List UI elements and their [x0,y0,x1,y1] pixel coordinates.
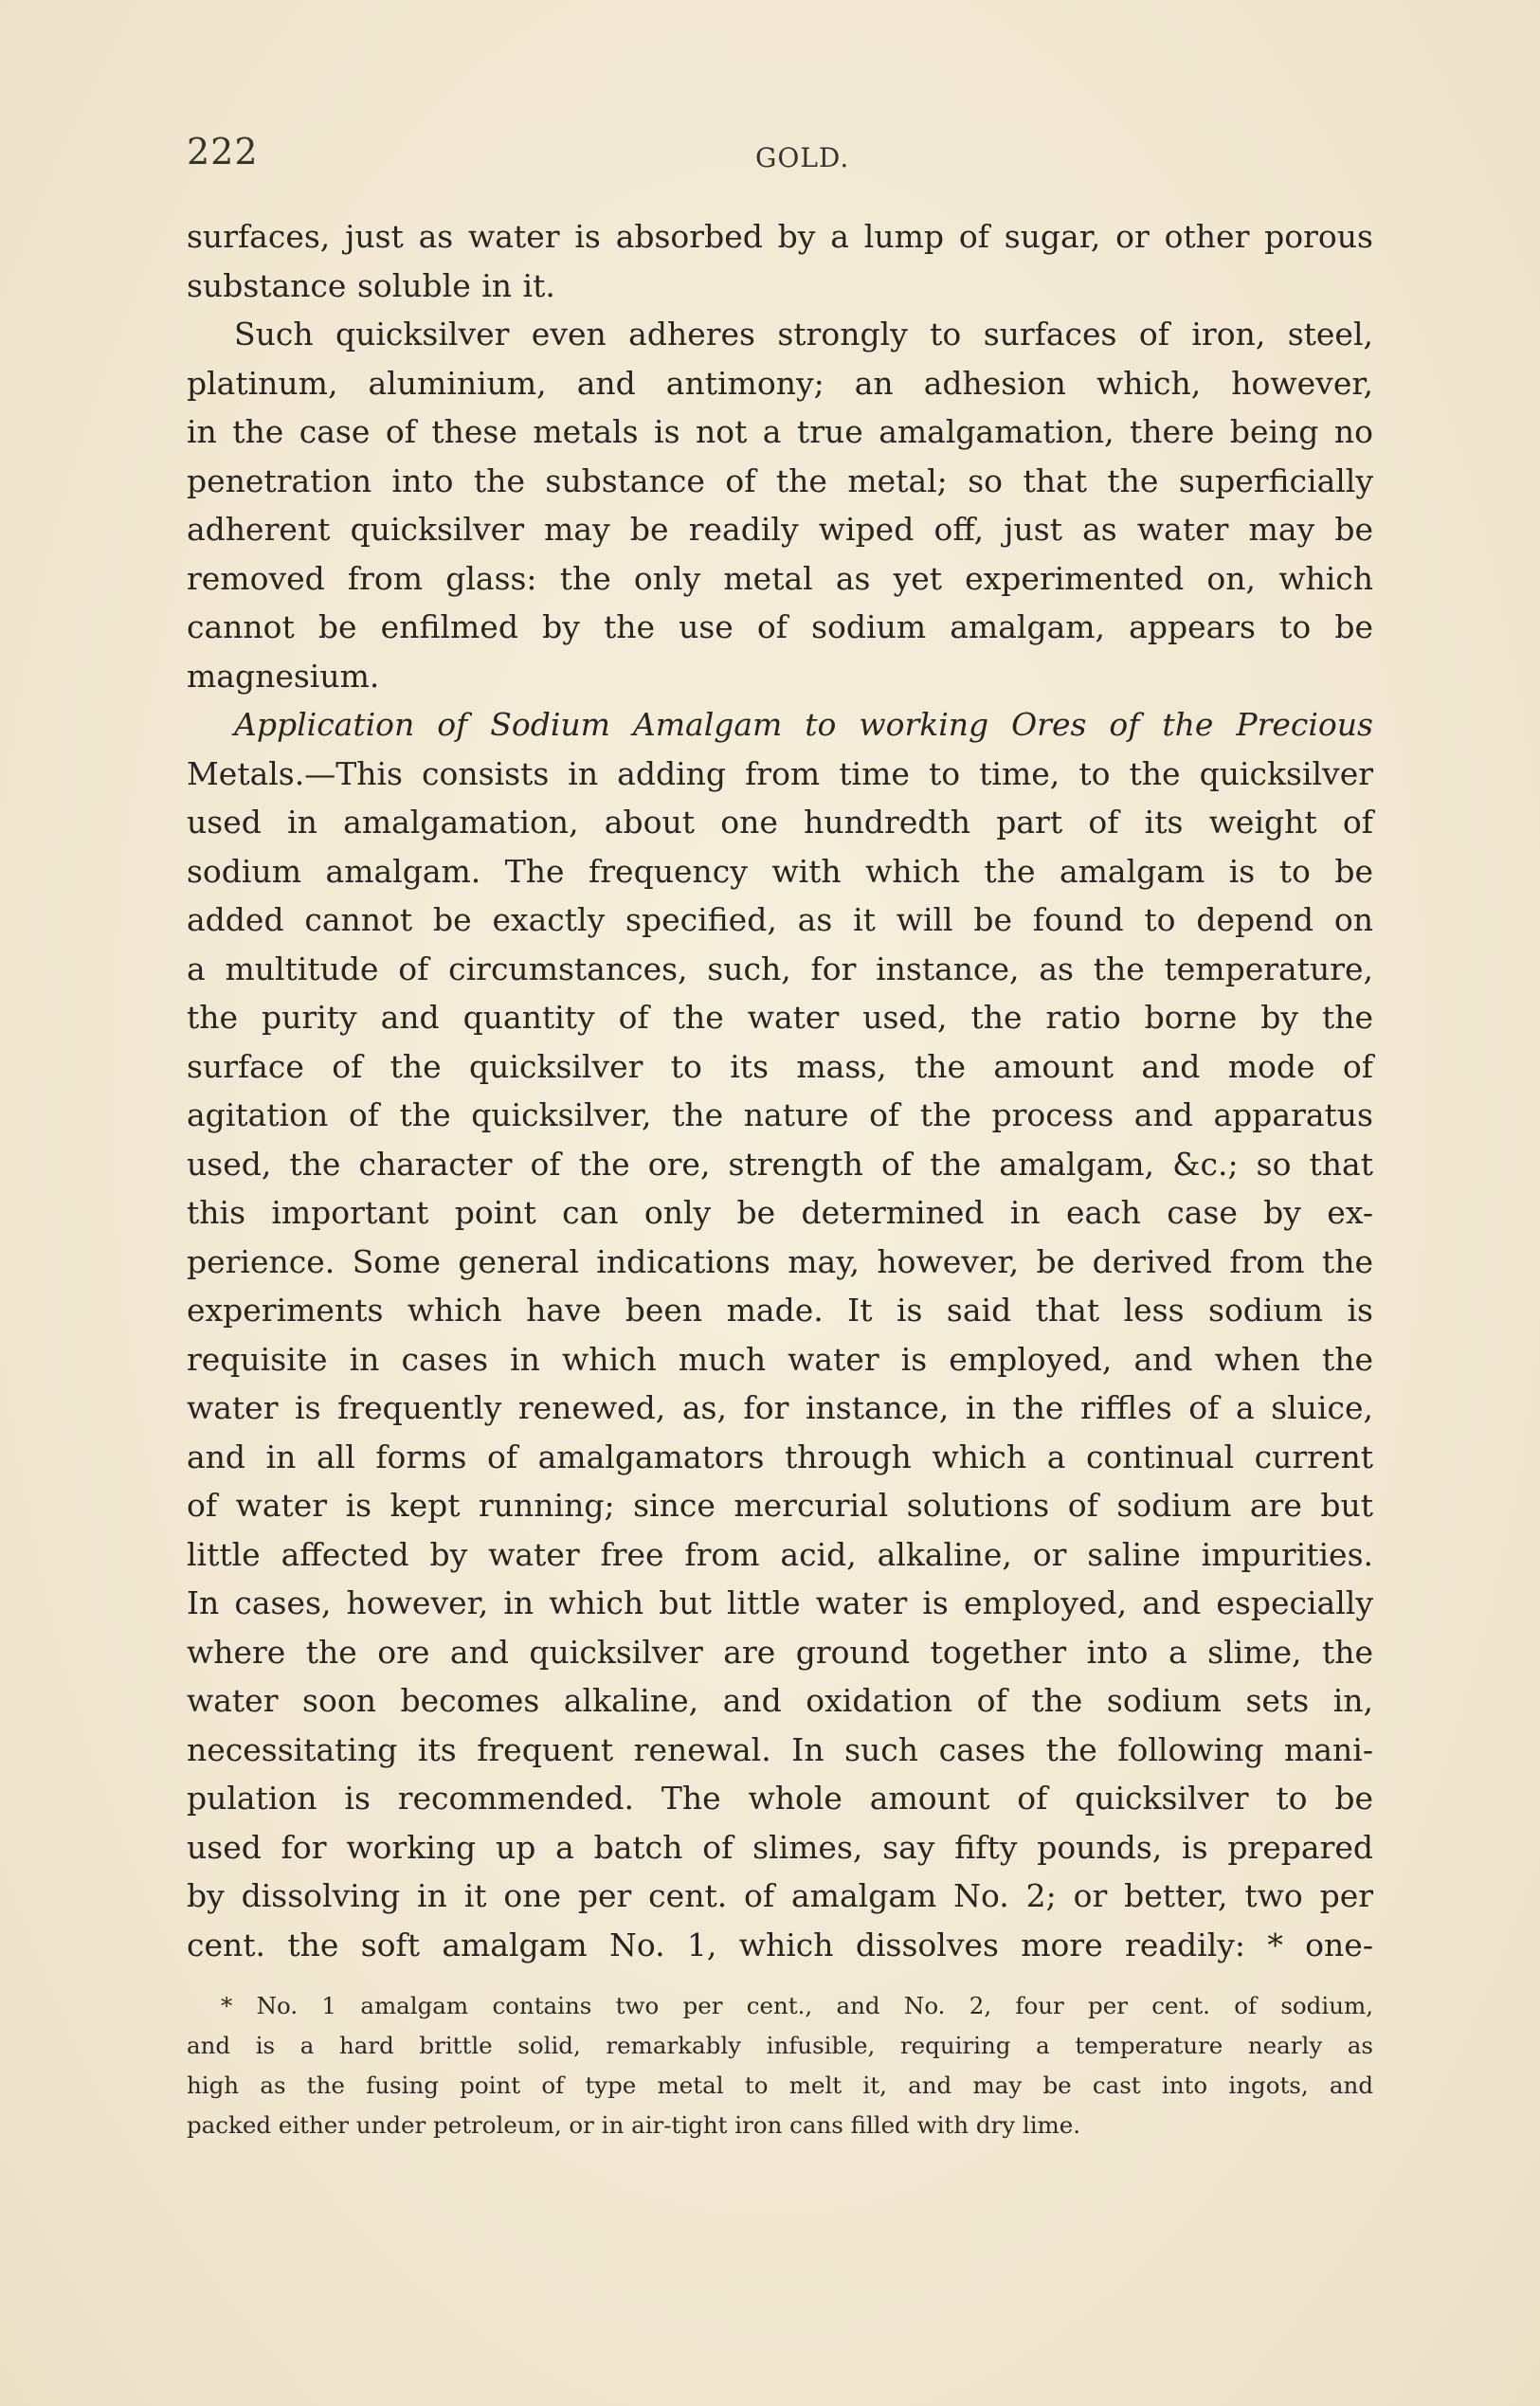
footnote [187,1986,1373,2145]
text-line: experiments which have been made. It is said that less sodium is [187,1292,1373,1329]
text-line: of water is kept running; since mercurial solutions of sodium are but [187,1487,1373,1524]
text-line: Metals.—This consists in adding from time to time, to the quicksilver [187,754,1373,792]
text-line: adherent quicksilver may be readily wiped off, just as water may be [187,511,1373,548]
text-line: used, the character of the ore, strength of the amalgam, &c.; so that [187,1145,1373,1183]
footnote-line: * No. 1 amalgam contains two per cent., and No. 2, four per cent. of sodium, [221,1992,1373,2019]
footnote-line: and is a hard brittle solid, remarkably infusible, requiring a temperature nearly as [187,2032,1373,2059]
text-line: substance soluble in it. [187,266,555,304]
text-line: sodium amalgam. The frequency with which the amalgam is to be [187,852,1373,890]
text-line: Such quicksilver even adheres strongly to surfaces of iron, steel, [234,316,1373,353]
text-line: this important point can only be determined in each case by ex- [187,1194,1373,1231]
text-line: water soon becomes alkaline, and oxidation of the sodium sets in, [187,1682,1373,1719]
text-line: agitation of the quicksilver, the nature of the process and apparatus [187,1096,1373,1133]
text-line: requisite in cases in which much water is employed, and when the [187,1340,1373,1378]
text-line: penetration into the substance of the metal; so that the superficially [187,461,1373,499]
text-line: pulation is recommended. The whole amount of quicksilver to be [187,1780,1373,1817]
text-line: perience. Some general indications may, however, be derived from the [187,1242,1373,1280]
body-text [187,212,1373,1969]
page-number: 222 [187,131,259,172]
text-line: used in amalgamation, about one hundredth part of its weight of [187,804,1373,841]
text-line: by dissolving in it one per cent. of amalgam No. 2; or better, two per [187,1877,1373,1914]
text-line: added cannot be exactly specified, as it will be found to depend on [187,901,1373,938]
text-line: surfaces, just as water is absorbed by a lump of sugar, or other porous [187,218,1373,255]
text-line: a multitude of circumstances, such, for instance, as the temperature, [187,950,1373,987]
text-line: necessitating its frequent renewal. In such cases the following mani- [187,1730,1373,1768]
text-line: removed from glass: the only metal as yet experimented on, which [187,559,1373,597]
text-line: little affected by water free from acid, alkaline, or saline impurities. [187,1535,1373,1573]
text-line: water is frequently renewed, as, for instance, in the riffles of a sluice, [187,1389,1373,1426]
text-line: in the case of these metals is not a true amalgamation, there being no [187,413,1373,450]
text-line: used for working up a batch of slimes, say fifty pounds, is prepared [187,1828,1373,1866]
text-line: cent. the soft amalgam No. 1, which dissolves more readily: * one- [187,1926,1373,1963]
section-heading-line: Application of Sodium Amalgam to working Ores of the Precious [234,706,1373,743]
text-line: where the ore and quicksilver are ground together into a slime, the [187,1633,1373,1671]
text-line: surface of the quicksilver to its mass, the amount and mode of [187,1047,1373,1085]
footnote-line: packed either under petroleum, or in air-tight iron cans filled with dry lime. [187,2111,1081,2139]
text-line: cannot be enfilmed by the use of sodium amalgam, appears to be [187,608,1373,645]
running-head: GOLD. [755,142,850,173]
text-line: magnesium. [187,657,380,695]
footnote-line: high as the fusing point of type metal to melt it, and may be cast into ingots, and [187,2071,1373,2099]
text-line: In cases, however, in which but little water is employed, and especially [187,1584,1373,1621]
text-line: platinum, aluminium, and antimony; an adhesion which, however, [187,364,1373,402]
text-line: the purity and quantity of the water used, the ratio borne by the [187,999,1373,1036]
page-header [187,131,1373,178]
text-line: and in all forms of amalgamators through which a continual current [187,1438,1373,1475]
